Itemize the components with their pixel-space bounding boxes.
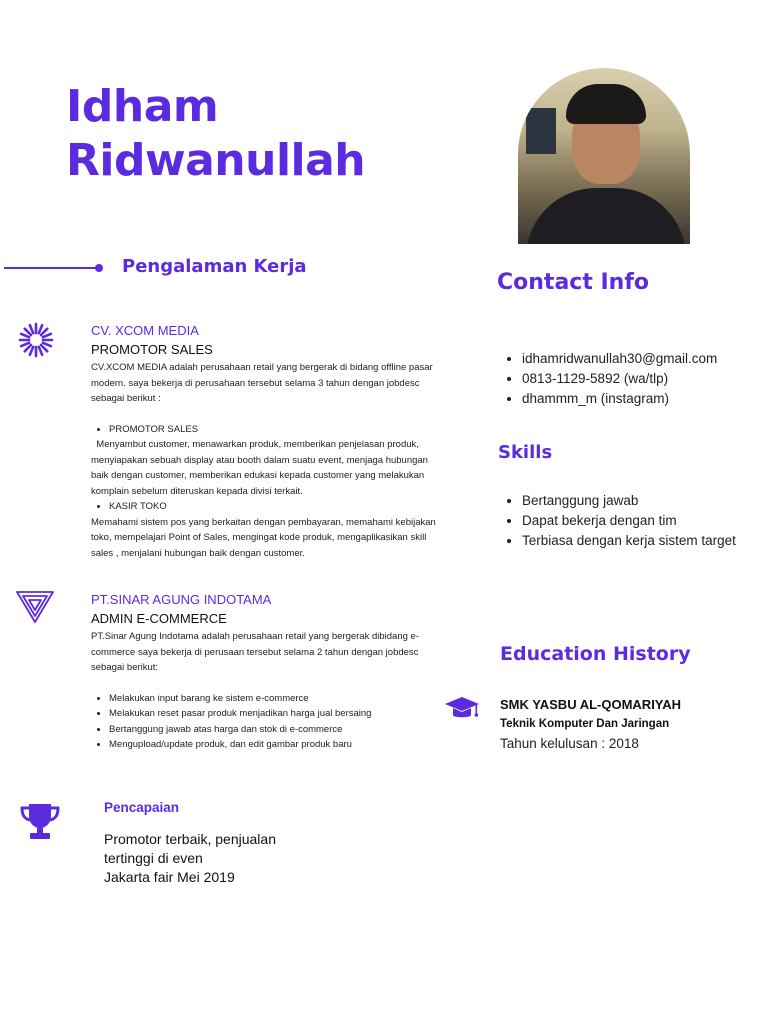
contact-phone: • 0813-1129-5892 (wa/tlp) (522, 369, 768, 389)
education-title: Education History (500, 643, 691, 665)
job-sinar-agung (91, 591, 441, 753)
contact-title: Contact Info (497, 270, 650, 295)
first-name: Idham (66, 81, 219, 132)
school-name: SMK YASBU AL-QOMARIYAH (500, 697, 682, 712)
achievement-text (104, 830, 334, 887)
job-xcom-media (91, 322, 441, 561)
achievement-title: Pencapaian (104, 800, 180, 815)
last-name: Ridwanullah (66, 135, 366, 186)
achievement-line: tertinggi di even (104, 850, 203, 866)
candidate-name (66, 80, 365, 188)
skill-item: • Terbiasa dengan kerja sistem target (522, 531, 768, 551)
section-divider-line (4, 267, 96, 269)
job-role: PROMOTOR SALES (91, 342, 213, 357)
skill-item: • Dapat bekerja dengan tim (522, 511, 768, 531)
school-major: Teknik Komputer Dan Jaringan (500, 718, 670, 730)
burst-circle-icon (18, 322, 54, 358)
job-intro: CV.XCOM MEDIA adalah perusahaan retail yang bergerak di bidang offline pasar modern. saya bekerja di perusahaan tersebut selama 3 tahun dengan jobdesc sebagai berikut : (91, 362, 433, 404)
job-company: CV. XCOM MEDIA (91, 323, 199, 338)
job-company: PT.SINAR AGUNG INDOTAMA (91, 592, 272, 607)
nested-triangle-icon (16, 590, 54, 624)
job-task: • Melakukan input barang ke sistem e-commerce (109, 691, 441, 707)
job-intro: PT.Sinar Agung Indotama adalah perusahaan retail yang bergerak dibidang e-commerce saya bekerja di perusaan tersebut selama 2 tahun dengan jobdesc sebagai berikut: (91, 631, 419, 673)
skills-title: Skills (498, 442, 553, 463)
section-divider-dot (95, 264, 103, 272)
graduation-year: Tahun kelulusan : 2018 (500, 736, 639, 751)
experience-title: Pengalaman Kerja (122, 256, 307, 277)
trophy-icon (18, 802, 62, 842)
contact-instagram: • dhammm_m (instagram) (522, 389, 768, 409)
contact-email: • idhamridwanullah30@gmail.com (522, 349, 768, 369)
profile-photo (518, 68, 690, 244)
achievement-line: Jakarta fair Mei 2019 (104, 869, 235, 885)
skill-item: • Bertanggung jawab (522, 491, 768, 511)
achievement-line: Promotor terbaik, penjualan (104, 831, 276, 847)
graduation-cap-icon (444, 696, 480, 722)
contact-list (498, 349, 768, 409)
job-task: • Melakukan reset pasar produk menjadikan harga jual bersaing (109, 706, 441, 722)
job-desc: Memahami sistem pos yang berkaitan dengan pembayaran, memahami kebijakan toko, mempelajari Point of Sales, mengingat kode produk, mengaplikasikan skill sales , menjalani hubungan baik dengan customer. (91, 516, 436, 559)
skills-list (498, 491, 768, 551)
job-subrole: • KASIR TOKO (109, 499, 441, 515)
job-task: • Bertanggung jawab atas harga dan stok di e-commerce (109, 722, 441, 738)
job-subrole: • PROMOTOR SALES (109, 422, 441, 438)
job-task: • Mengupload/update produk, dan edit gambar produk baru (109, 737, 441, 753)
job-role: ADMIN E-COMMERCE (91, 611, 227, 626)
job-desc: Menyambut customer, menawarkan produk, memberikan penjelasan produk, menyiapakan sebuah display atau booth dalam suatu event, menjaga hubungan baik dengan customer, memberikan edukasi kepada customer yang melakukan komplain sebelum diteruskan kepada divisi terkait. (91, 439, 431, 497)
